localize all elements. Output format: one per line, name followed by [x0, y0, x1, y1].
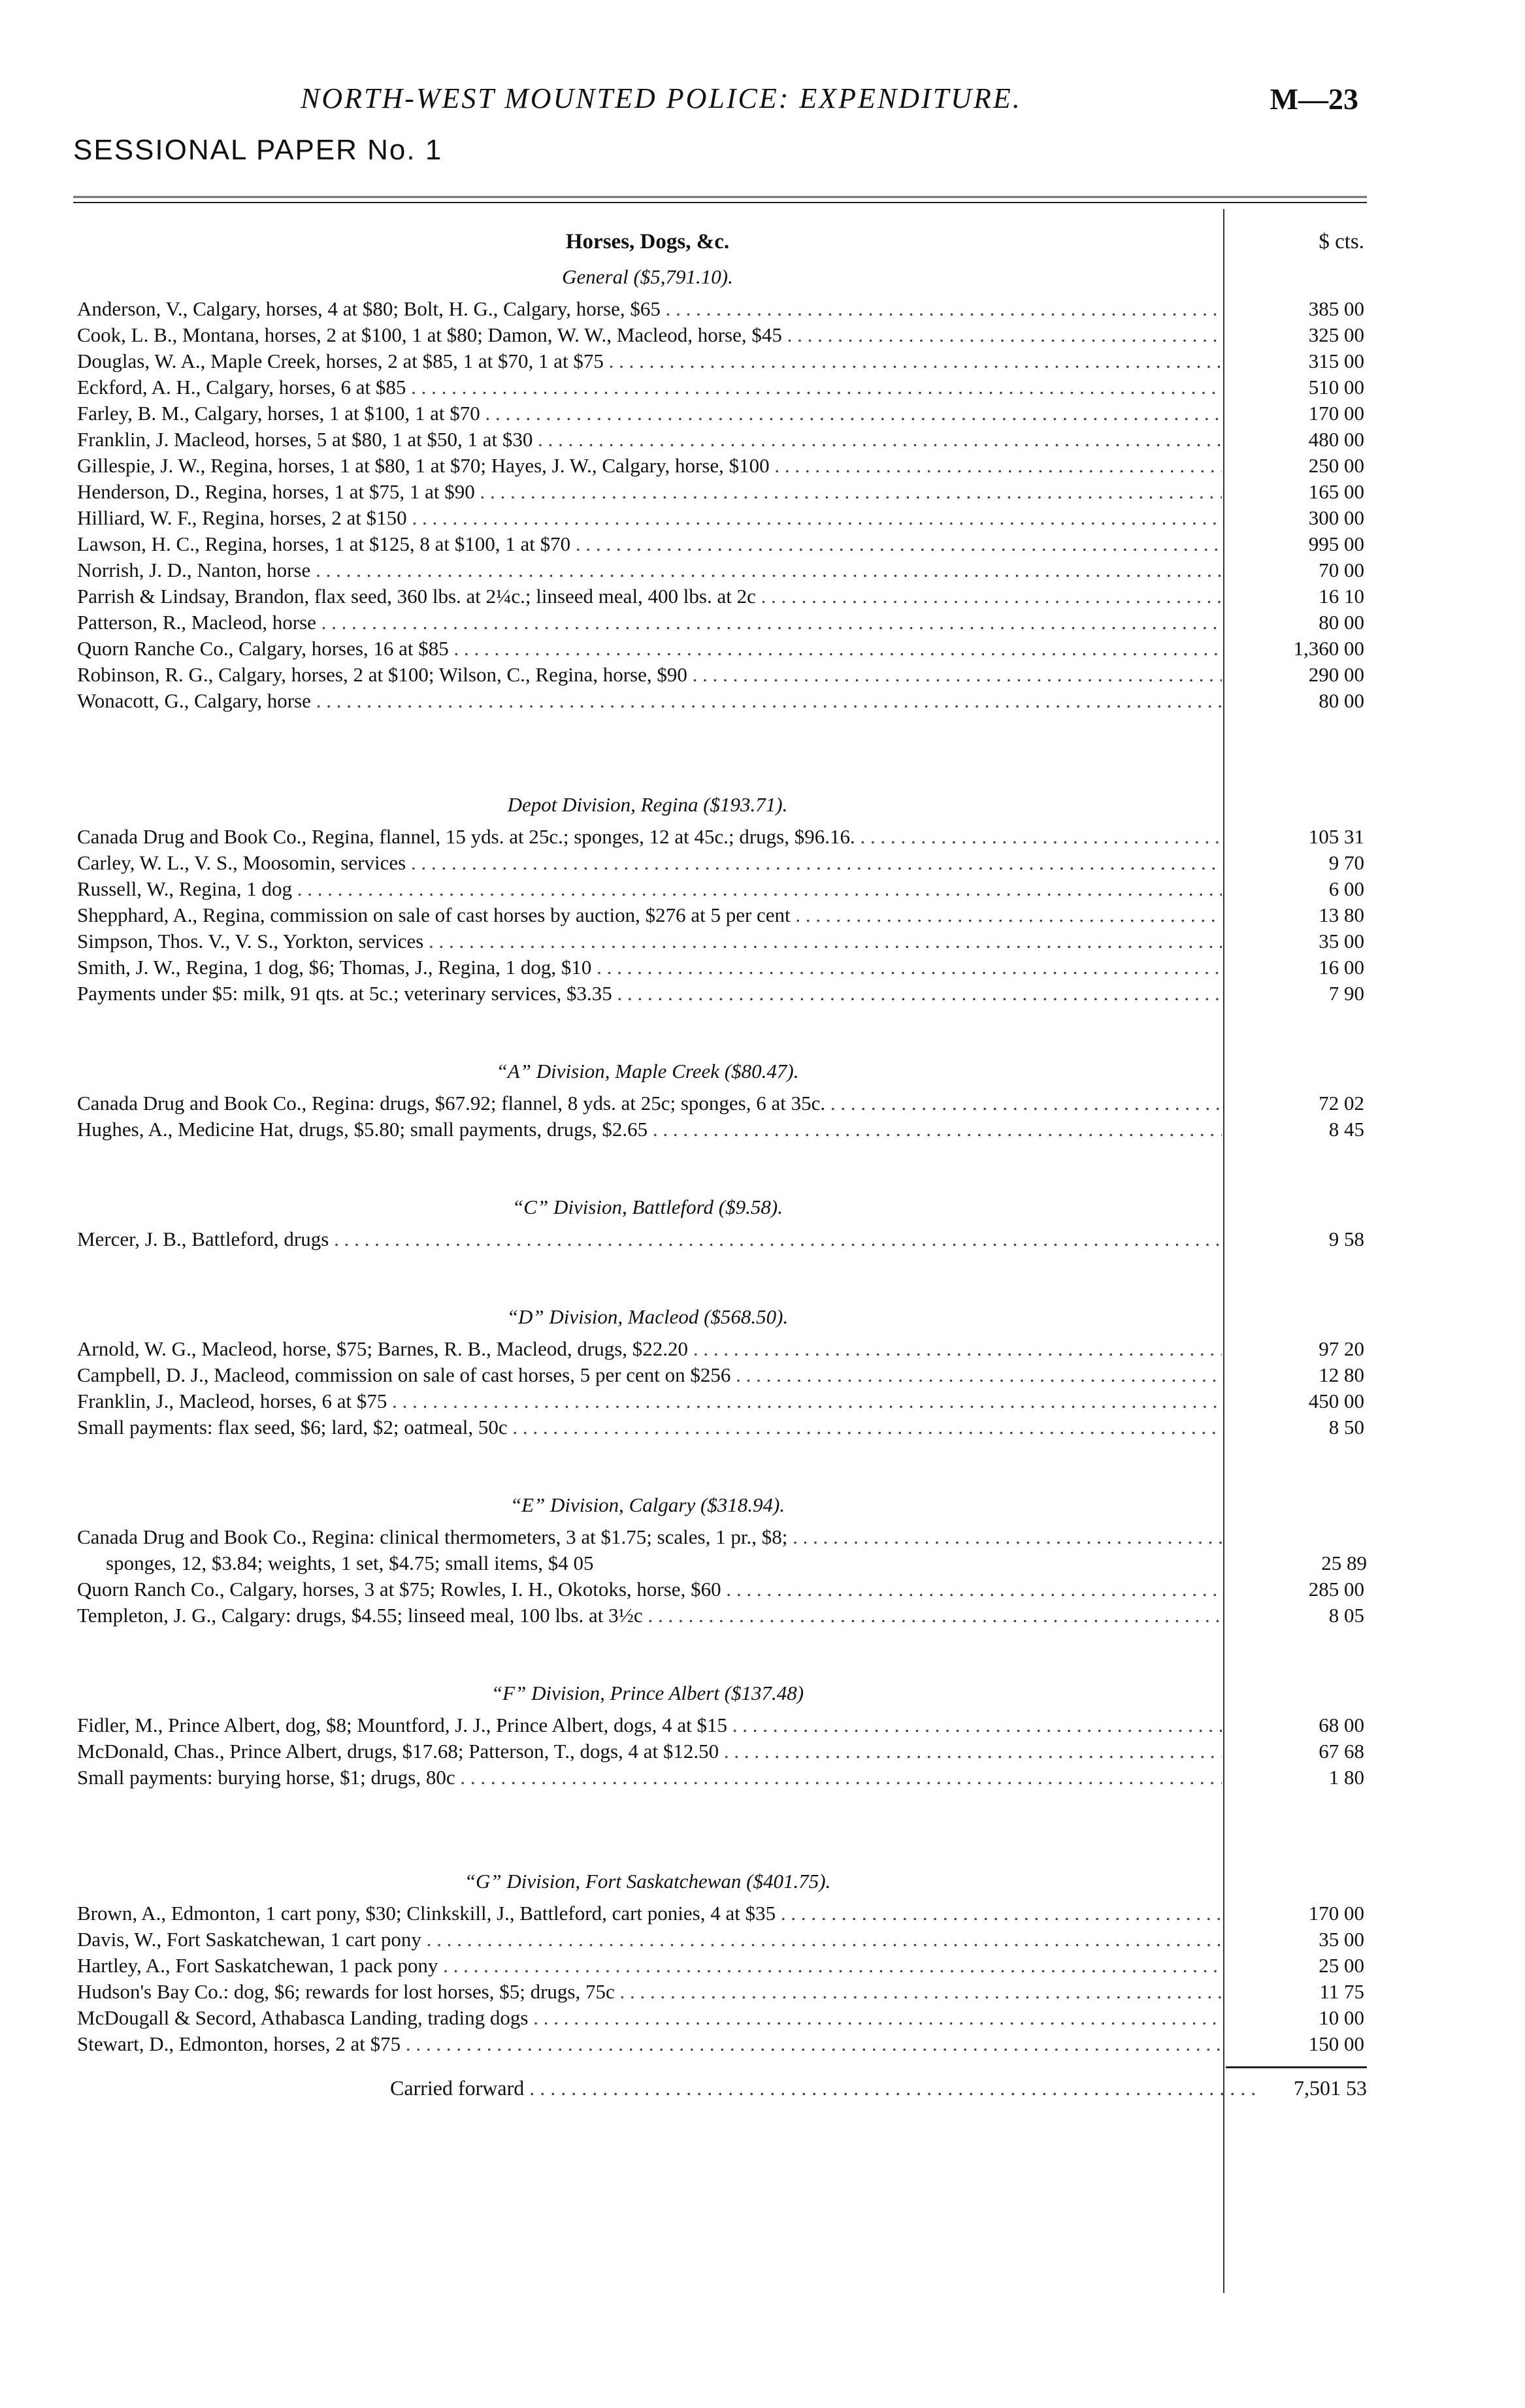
row-amount: 13 80	[1319, 903, 1364, 926]
table-row	[73, 928, 1367, 954]
section-spacer	[73, 1143, 1367, 1188]
carried-forward-amount: 7,501 53	[1294, 2075, 1367, 2100]
section-title: Depot Division, Regina ($193.71).	[507, 793, 788, 816]
table-row	[73, 583, 1367, 610]
row-amount: 80 00	[1319, 689, 1364, 712]
row-amount: 170 00	[1308, 1902, 1364, 1925]
table-header	[73, 225, 1367, 258]
row-description: Hughes, A., Medicine Hat, drugs, $5.80; small payments, drugs, $2.65 . . .	[73, 1116, 1222, 1143]
row-amount: 480 00	[1308, 428, 1364, 451]
table-row	[73, 400, 1367, 427]
table-row	[73, 824, 1367, 850]
expenditure-table	[73, 225, 1367, 2107]
row-amount: 300 00	[1308, 506, 1364, 529]
row-description: Robinson, R. G., Calgary, horses, 2 at $100; Wilson, C., Regina, horse, $90 . . .	[73, 662, 1222, 688]
section-title: “A” Division, Maple Creek ($80.47).	[496, 1060, 799, 1082]
page-number: M—23	[1270, 82, 1358, 116]
table-row	[73, 2005, 1367, 2031]
row-description: Hudson's Bay Co.: dog, $6; rewards for lost horses, $5; drugs, 75c . . .	[73, 1979, 1222, 2005]
table-row	[73, 662, 1367, 688]
row-description: Carley, W. L., V. S., Moosomin, services . . .	[73, 850, 1222, 876]
table-row	[73, 1414, 1367, 1440]
table-sections	[73, 258, 1367, 2057]
table-row	[73, 531, 1367, 557]
section-spacer	[73, 1252, 1367, 1298]
row-amount: 250 00	[1308, 454, 1364, 477]
row-amount: 1,360 00	[1293, 637, 1364, 660]
row-amount: 68 00	[1319, 1714, 1364, 1736]
row-description: Simpson, Thos. V., V. S., Yorkton, services . . .	[73, 928, 1222, 954]
table-row	[73, 954, 1367, 981]
row-description: Hilliard, W. F., Regina, horses, 2 at $150 . . .	[73, 505, 1222, 531]
row-amount: 80 00	[1319, 611, 1364, 634]
row-description: Payments under $5: milk, 91 qts. at 5c.; veterinary services, $3.35 . . .	[73, 981, 1222, 1007]
sessional-paper-label: SESSIONAL PAPER No. 1	[73, 134, 443, 166]
row-description: Canada Drug and Book Co., Regina: drugs, $67.92; flannel, 8 yds. at 25c; sponges, 6 at 35c. . . .	[73, 1090, 1222, 1116]
table-row	[73, 1765, 1367, 1791]
row-amount: 7 90	[1328, 982, 1364, 1005]
row-amount: 72 02	[1319, 1092, 1364, 1115]
row-amount: 6 00	[1328, 877, 1364, 900]
row-amount: 16 10	[1319, 585, 1364, 608]
row-description: Smith, J. W., Regina, 1 dog, $6; Thomas, J., Regina, 1 dog, $10 . . .	[73, 954, 1222, 981]
row-amount: 11 75	[1319, 1980, 1364, 2003]
row-description: Small payments: burying horse, $1; drugs, 80c . . .	[73, 1765, 1222, 1791]
unit-header: $ cts.	[1319, 229, 1364, 253]
row-description: Douglas, W. A., Maple Creek, horses, 2 at $85, 1 at $70, 1 at $75 . . .	[73, 348, 1222, 374]
table-row	[73, 322, 1367, 348]
section-title: “G” Division, Fort Saskatchewan ($401.75).	[464, 1870, 831, 1893]
section-spacer	[73, 1791, 1367, 1863]
table-row	[73, 1927, 1367, 1953]
row-amount: 385 00	[1308, 297, 1364, 320]
table-row	[73, 1953, 1367, 1979]
row-description: Anderson, V., Calgary, horses, 4 at $80; Bolt, H. G., Calgary, horse, $65 . . .	[73, 296, 1222, 322]
section-spacer	[73, 1440, 1367, 1486]
table-row	[73, 610, 1367, 636]
table-row	[73, 902, 1367, 928]
row-amount: 25 89	[1321, 1552, 1367, 1574]
row-amount: 150 00	[1308, 2032, 1364, 2055]
carried-forward-row	[73, 2068, 1367, 2107]
row-description: Mercer, J. B., Battleford, drugs . . .	[73, 1226, 1222, 1252]
row-amount: 995 00	[1308, 532, 1364, 555]
row-description: Franklin, J. Macleod, horses, 5 at $80, 1 at $50, 1 at $30 . . .	[73, 427, 1222, 453]
section-title: “D” Division, Macleod ($568.50).	[506, 1305, 789, 1328]
table-row	[73, 2031, 1367, 2057]
table-row	[73, 479, 1367, 505]
row-description: Fidler, M., Prince Albert, dog, $8; Mountford, J. J., Prince Albert, dogs, 4 at $15 . . .	[73, 1712, 1222, 1738]
row-description: Franklin, J., Macleod, horses, 6 at $75 . . .	[73, 1388, 1222, 1414]
table-row	[73, 1388, 1367, 1414]
row-description: Hartley, A., Fort Saskatchewan, 1 pack pony . . .	[73, 1953, 1222, 1979]
table-row	[73, 296, 1367, 322]
section-title: General ($5,791.10).	[562, 265, 733, 288]
section-spacer	[73, 1629, 1367, 1674]
row-amount: 510 00	[1308, 376, 1364, 399]
row-amount: 12 80	[1319, 1363, 1364, 1386]
running-head: NORTH-WEST MOUNTED POLICE: EXPENDITURE.	[301, 82, 1022, 114]
row-amount: 97 20	[1319, 1337, 1364, 1360]
row-description: Small payments: flax seed, $6; lard, $2; oatmeal, 50c . . .	[73, 1414, 1222, 1440]
table-row	[73, 1524, 1367, 1550]
table-row	[73, 1116, 1367, 1143]
row-amount: 70 00	[1319, 559, 1364, 581]
table-row	[73, 1712, 1367, 1738]
carried-forward-label: Carried forward . . .	[73, 2076, 1259, 2100]
table-row	[73, 505, 1367, 531]
row-description: McDougall & Secord, Athabasca Landing, trading dogs . . .	[73, 2005, 1222, 2031]
row-amount: 8 50	[1328, 1416, 1364, 1439]
table-row	[73, 1603, 1367, 1629]
row-amount: 170 00	[1308, 402, 1364, 425]
table-row	[73, 636, 1367, 662]
row-description: Eckford, A. H., Calgary, horses, 6 at $85 . . .	[73, 374, 1222, 400]
section-title: “C” Division, Battleford ($9.58).	[512, 1196, 783, 1218]
section-title: “F” Division, Prince Albert ($137.48)	[491, 1682, 804, 1704]
row-description: McDonald, Chas., Prince Albert, drugs, $17.68; Patterson, T., dogs, 4 at $12.50 . . .	[73, 1738, 1222, 1765]
row-description: Henderson, D., Regina, horses, 1 at $75, 1 at $90 . . .	[73, 479, 1222, 505]
table-row	[73, 1738, 1367, 1765]
row-amount: 285 00	[1308, 1578, 1364, 1601]
row-description: Canada Drug and Book Co., Regina: clinical thermometers, 3 at $1.75; scales, 1 pr., $8; . . .	[73, 1524, 1222, 1550]
row-description: Arnold, W. G., Macleod, horse, $75; Barnes, R. B., Macleod, drugs, $22.20 . . .	[73, 1336, 1222, 1362]
row-amount: 10 00	[1319, 2006, 1364, 2029]
row-description: Shepphard, A., Regina, commission on sale of cast horses by auction, $276 at 5 per cent . . .	[73, 902, 1222, 928]
row-amount: 105 31	[1308, 825, 1364, 848]
row-amount: 290 00	[1308, 663, 1364, 686]
table-row	[73, 557, 1367, 583]
row-description: Templeton, J. G., Calgary: drugs, $4.55; linseed meal, 100 lbs. at 3½c . . .	[73, 1603, 1222, 1629]
table-row	[73, 1362, 1367, 1388]
row-amount: 35 00	[1319, 930, 1364, 952]
table-row	[73, 688, 1367, 714]
row-amount: 8 05	[1328, 1604, 1364, 1627]
table-row	[73, 1979, 1367, 2005]
table-row	[73, 850, 1367, 876]
row-description: Quorn Ranch Co., Calgary, horses, 3 at $75; Rowles, I. H., Okotoks, horse, $60 . . .	[73, 1576, 1222, 1603]
table-title: Horses, Dogs, &c.	[565, 229, 730, 253]
table-row	[73, 374, 1367, 400]
row-description: Brown, A., Edmonton, 1 cart pony, $30; Clinkskill, J., Battleford, cart ponies, 4 at $35 . . .	[73, 1900, 1222, 1927]
row-amount: 315 00	[1308, 350, 1364, 372]
row-amount: 35 00	[1319, 1928, 1364, 1951]
row-amount: 8 45	[1328, 1118, 1364, 1141]
row-description: Russell, W., Regina, 1 dog . . .	[73, 876, 1222, 902]
section-title: “E” Division, Calgary ($318.94).	[510, 1493, 785, 1516]
row-description: Wonacott, G., Calgary, horse . . .	[73, 688, 1222, 714]
section-spacer	[73, 714, 1367, 786]
row-description: Canada Drug and Book Co., Regina, flannel, 15 yds. at 25c.; sponges, 12 at 45c.; drugs, $96.16. . . .	[73, 824, 1222, 850]
row-description: Gillespie, J. W., Regina, horses, 1 at $80, 1 at $70; Hayes, J. W., Calgary, horse, $100 . . .	[73, 453, 1222, 479]
row-description: Farley, B. M., Calgary, horses, 1 at $100, 1 at $70 . . .	[73, 400, 1222, 427]
row-description: sponges, 12, $3.84; weights, 1 set, $4.75; small items, $4 05	[106, 1552, 594, 1574]
table-row	[73, 981, 1367, 1007]
row-description: Davis, W., Fort Saskatchewan, 1 cart pony . . .	[73, 1927, 1222, 1953]
row-amount: 450 00	[1308, 1390, 1364, 1412]
row-description: Patterson, R., Macleod, horse . . .	[73, 610, 1222, 636]
row-description: Lawson, H. C., Regina, horses, 1 at $125, 8 at $100, 1 at $70 . . .	[73, 531, 1222, 557]
row-amount: 25 00	[1319, 1954, 1364, 1977]
table-row	[73, 427, 1367, 453]
row-amount: 67 68	[1319, 1740, 1364, 1763]
table-row	[73, 1090, 1367, 1116]
table-row	[73, 1900, 1367, 1927]
row-description: Norrish, J. D., Nanton, horse . . .	[73, 557, 1222, 583]
row-amount: 9 58	[1328, 1228, 1364, 1250]
row-description: Cook, L. B., Montana, horses, 2 at $100, 1 at $80; Damon, W. W., Macleod, horse, $45 . . .	[73, 322, 1222, 348]
table-row	[73, 876, 1367, 902]
row-description: Stewart, D., Edmonton, horses, 2 at $75 . . .	[73, 2031, 1222, 2057]
table-row	[73, 1576, 1367, 1603]
row-amount: 9 70	[1328, 851, 1364, 874]
header-rule	[73, 196, 1367, 203]
row-amount: 325 00	[1308, 323, 1364, 346]
section-spacer	[73, 1007, 1367, 1052]
row-description: Quorn Ranche Co., Calgary, horses, 16 at $85 . . .	[73, 636, 1222, 662]
table-row	[73, 348, 1367, 374]
table-row	[73, 1226, 1367, 1252]
row-amount: 165 00	[1308, 480, 1364, 503]
table-row	[73, 1336, 1367, 1362]
table-row	[73, 453, 1367, 479]
row-description: Campbell, D. J., Macleod, commission on sale of cast horses, 5 per cent on $256 . . .	[73, 1362, 1222, 1388]
row-amount: 1 80	[1328, 1766, 1364, 1789]
table-row	[73, 1550, 1367, 1576]
row-amount: 16 00	[1319, 956, 1364, 979]
row-description: Parrish & Lindsay, Brandon, flax seed, 360 lbs. at 2¼c.; linseed meal, 400 lbs. at 2c . . .	[73, 583, 1222, 610]
